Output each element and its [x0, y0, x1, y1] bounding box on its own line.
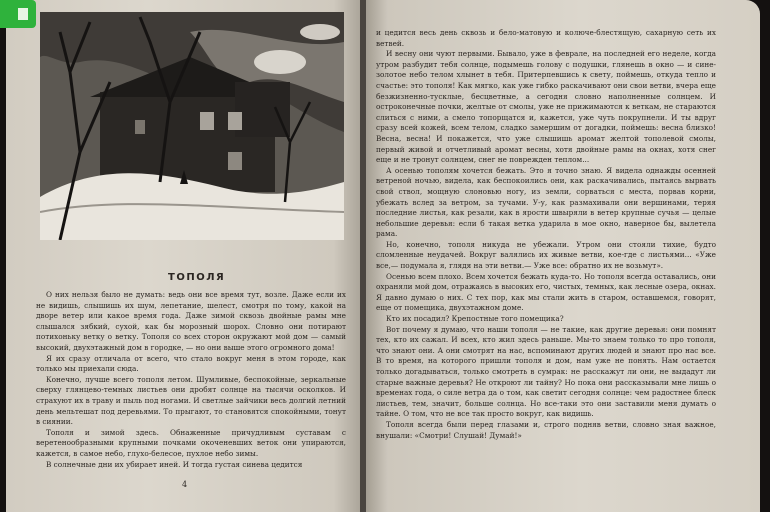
paragraph: Я их сразу отличала от всего, что стало вокруг меня в этом городе, как только мы приехали сюда. — [36, 353, 346, 374]
right-page-text — [376, 28, 716, 441]
paragraph: В солнечные дни их убирает иней. И тогда густая синева цедится — [46, 459, 303, 469]
paragraph: Тополя всегда были перед глазами и, строго подняв ветви, словно зная важное, внушали: «Смотри! Слушай! Думай!» — [376, 419, 716, 440]
bookmark-tab[interactable] — [0, 0, 36, 28]
paragraph: Но, конечно, тополя никуда не убежали. Утром они стояли тихие, будто сломленные неудачей. Вокруг валялись их живые ветви, кое-где с листьями... «Уже все,— подумала я, глядя на эти ветви.— Уже все: обратно их не возьмут». — [376, 239, 716, 271]
book-gutter — [360, 0, 366, 512]
left-page-text — [36, 290, 346, 470]
paragraph: И весну они чуют первыми. Бывало, уже в феврале, на последней его неделе, когда утром разбудит тебя солнце, подымешь голову с подушки, глянешь в окно — и сине-золотое небо телом хлынет в тебя. Притерпевшись к свету, поймешь, откуда тепло и счастье: это тополя! Как мягко, как уже гибко раскачивают они свои ветви, вчера еще безжизненно-тусклые, бесцветные, а сегодня словно наполненные солнцем. И остроконечные почки, желтые от смолы, уже не прижимаются к веткам, не стараются слиться с ними, а смело топорщатся и, кажется, уже чуть покрупнели. И ты вдруг сразу всей кожей, всем телом, сладко замершим от догадки, поймешь: весна близко! Весна, весна! И покажется, что уже слышишь аромат желтой тополевой смолы, первый живой и отчетливый аромат весны, хотя двойные рамы на окнах, хотя снег еще и не тронут солнцем, снег не поврежден теплом... — [376, 49, 716, 165]
paragraph: Конечно, лучше всего тополя летом. Шумливые, беспокойные, зеркальные сверху глянцево-темных листьев они дробят солнце на тысячи осколков. И страхуют их в траву и пыль под ногами. И светлые зайчики весь долгий летний день мельтешат под деревьями. То прыгают, то становятся спокойными, тонут в сиянии. — [36, 374, 346, 427]
paragraph: Кто их посадил? Крепостные того помещика? — [386, 314, 564, 324]
paragraph: О них нельзя было не думать: ведь они все время тут, возле. Даже если их не видишь, слышишь их шум, лепетание, шелест, смотря по тому, какой на дворе ветер или какое время года. Даже зимой сквозь двойные рамы мне слышался зябкий, сухой, как бы морозный шорох. Словно они потирают потихоньку ветку о ветку. Тополя со всех сторон окружают мой дом — самый высокий, двухэтажный дом в городке, — но они выше этого огромного дома! — [36, 290, 346, 352]
paragraph: Тополя и зимой здесь. Обнаженные причудливым суставам с веретенообразными крупными почками окоченевших веток они упираются, кажется, в самое небо, глухо-белесое, пухлое небо зимы. — [36, 427, 346, 458]
paragraph: Вот почему я думаю, что наши тополя — не такие, как другие деревья: они помнят тех, кто их сажал. И всех, кто жил здесь раньше. Мы-то знаем только то про тополя, что знают они. А они смотрят на нас, вспоминают других людей и знают про нас все. В то время, на которого пришли тополя и дом, нам уже не понять. Нам остается только догадываться, только смотреть в сумрак: не расскажут ли они, не выдадут ли старые важные деревья? Не откроют ли тайну? Но пока они рассказывали мне лишь о временах года, о силе ветра да о том, как светит сегодня солнце: чем радостнее блеск листьев, тем, значит, больше солнца. Но все-таки это они заставили меня думать о тайне. О том, что не все так просто вокруг, как видишь. — [376, 324, 716, 419]
paragraph: и цедится весь день сквозь и бело-матовую и колюче-блестящую, сахарную сеть их ветвей. — [376, 28, 716, 48]
paragraph: А осенью тополям хочется бежать. Это я точно знаю. Я видела однажды осенней ветреной ночью, видела, как беспокоились они, как раскачивались, пытаясь вырвать свой ствол, мощную слоновью ногу, из земли, сорваться с места, порвав корни, убежать вслед за ветром, за тучами. У-у, как размахивали они вершинами, теряя последние листья, как резали, как в ярости швыряли в ветер крупные сучья — целые небольшие деревья: если б такая ветка ударила в мое окно, наверное бы, вылетела рама. — [376, 165, 716, 239]
engraving-illustration — [40, 12, 344, 240]
paragraph: Осенью всем плохо. Всем хочется бежать куда-то. Но тополя всегда оставались, они охраняли мой дом, отражаясь в высоких его, чистых, темных, как лесные озера, окнах. Я давно думаю о них. С тех пор, как мы стали жить в старом, оставшемся, говорят, еще от помещика, двухэтажном доме. — [376, 271, 716, 313]
page-number: 4 — [182, 480, 188, 489]
chapter-title: ТОПОЛЯ — [168, 272, 226, 283]
illustration-house-with-poplars — [40, 12, 344, 240]
